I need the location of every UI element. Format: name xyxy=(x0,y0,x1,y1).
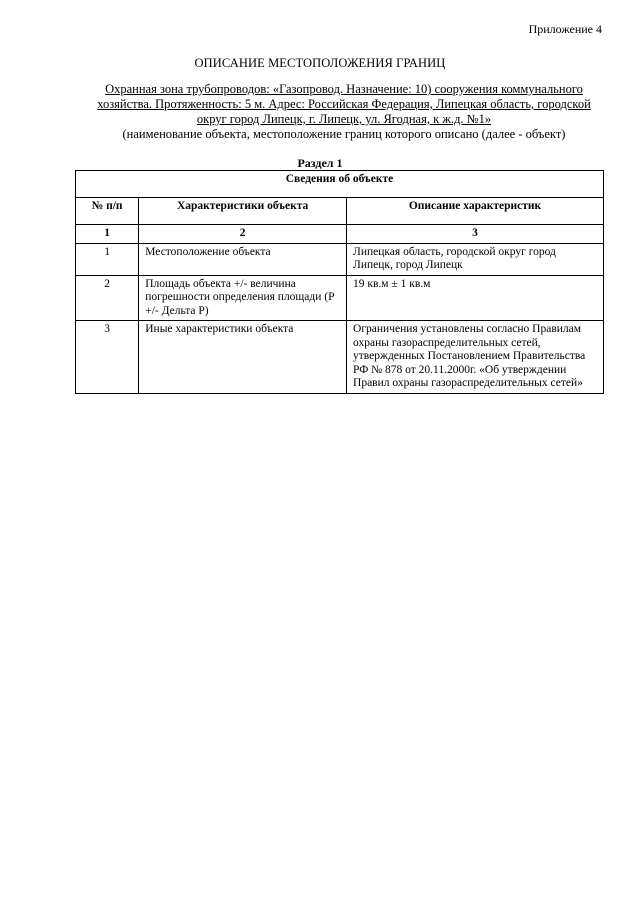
column-number-3: 3 xyxy=(347,225,604,244)
row-characteristic: Местоположение объекта xyxy=(139,243,347,275)
row-description: Липецкая область, городской округ город Липецк, город Липецк xyxy=(347,243,604,275)
row-number: 2 xyxy=(76,275,139,321)
table-caption: Сведения об объекте xyxy=(76,171,604,198)
column-header-characteristic: Характеристики объекта xyxy=(139,198,347,225)
column-number-row xyxy=(76,225,604,244)
column-number-2: 2 xyxy=(139,225,347,244)
column-header-description: Описание характеристик xyxy=(347,198,604,225)
row-description: 19 кв.м ± 1 кв.м xyxy=(347,275,604,321)
object-description-block xyxy=(84,82,604,142)
table-row xyxy=(76,321,604,394)
table-caption-row xyxy=(76,171,604,198)
row-number: 3 xyxy=(76,321,139,394)
column-number-1: 1 xyxy=(76,225,139,244)
table-header-row xyxy=(76,198,604,225)
row-characteristic: Иные характеристики объекта xyxy=(139,321,347,394)
section-title: Раздел 1 xyxy=(297,156,343,170)
table-row xyxy=(76,275,604,321)
document-title: ОПИСАНИЕ МЕСТОПОЛОЖЕНИЯ ГРАНИЦ xyxy=(194,56,446,70)
object-caption: (наименование объекта, местоположение границ которого описано (далее - объект) xyxy=(122,127,566,141)
appendix-label: Приложение 4 xyxy=(528,22,602,36)
row-number: 1 xyxy=(76,243,139,275)
row-description: Ограничения установлены согласно Правилам охраны газораспределительных сетей, утвержденных Постановлением Правительства РФ № 878 от 20.11.2000г. «Об утверждении Правил охраны газораспределительных сетей» xyxy=(347,321,604,394)
object-name: Охранная зона трубопроводов: «Газопровод. Назначение: 10) сооружения коммунального хозяйства. Протяженность: 5 м. Адрес: Российская Федерация, Липецкая область, городской округ город Липецк, г. Липецк, ул. Ягодная, к ж.д. №1» xyxy=(97,82,591,126)
table-row xyxy=(76,243,604,275)
column-header-number: № п/п xyxy=(76,198,139,225)
object-info-table xyxy=(75,170,604,394)
row-characteristic: Площадь объекта +/- величина погрешности определения площади (Р +/- Дельта Р) xyxy=(139,275,347,321)
